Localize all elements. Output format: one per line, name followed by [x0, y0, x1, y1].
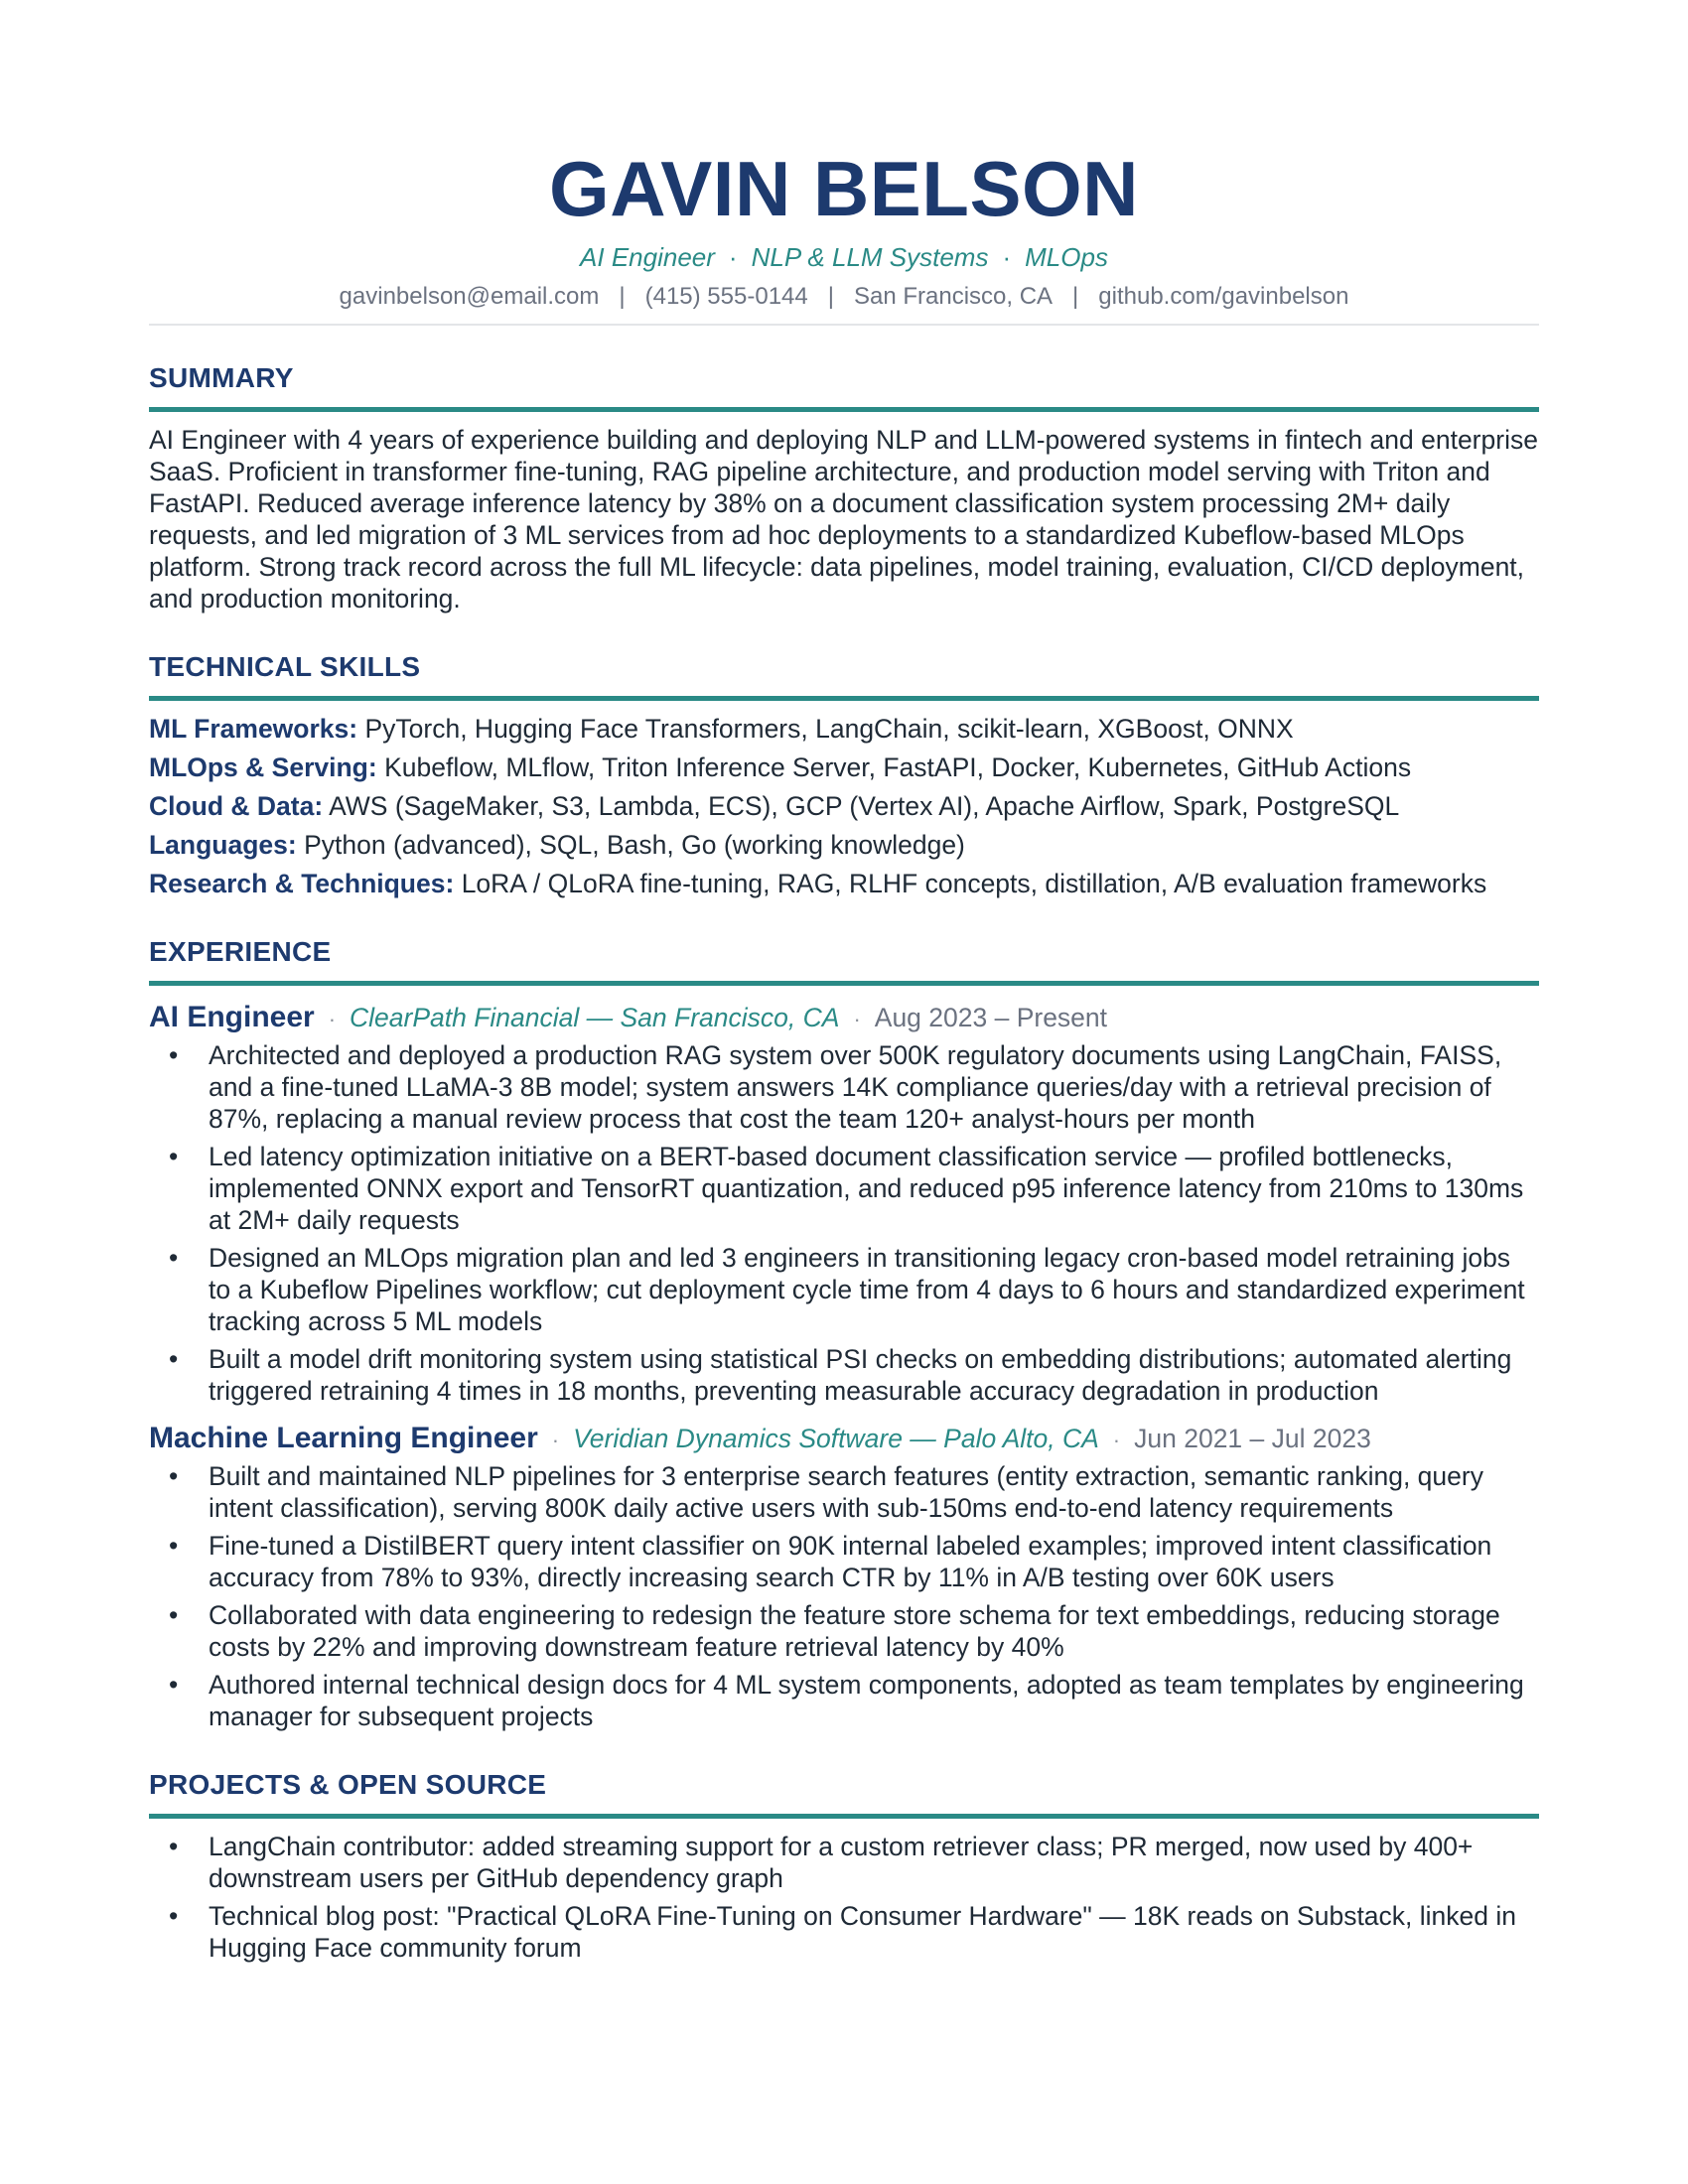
bullet-item	[149, 1900, 1539, 1964]
bullet-icon: •	[169, 1040, 179, 1070]
bullet-item	[149, 1599, 1539, 1663]
job-separator: ·	[328, 1007, 337, 1031]
tagline	[149, 242, 1539, 272]
bullet-icon: •	[169, 1531, 179, 1561]
contact-phone[interactable]: (415) 555-0144	[644, 283, 808, 310]
contact-separator: |	[827, 283, 834, 310]
bullet-text: Authored internal technical design docs for 4 ML system components, adopted as team templates by engineering manager for subsequent projects	[209, 1670, 1524, 1731]
skill-line	[149, 790, 1539, 822]
bullet-item	[149, 1831, 1539, 1894]
contact-github[interactable]: github.com/gavinbelson	[1098, 283, 1349, 310]
job-dates: Jun 2021 – Jul 2023	[1134, 1424, 1371, 1453]
skill-line	[149, 713, 1539, 745]
bullet-item	[149, 1039, 1539, 1135]
bullet-item	[149, 1141, 1539, 1236]
skill-value: Python (advanced), SQL, Bash, Go (working knowledge)	[304, 830, 965, 860]
tagline-specialty: NLP & LLM Systems	[751, 242, 989, 272]
job-separator: ·	[853, 1007, 861, 1031]
bullet-item	[149, 1669, 1539, 1732]
contact-line	[149, 282, 1539, 312]
job-separator: ·	[1112, 1428, 1121, 1452]
bullet-icon: •	[169, 1461, 179, 1491]
bullet-text: Architected and deployed a production RAG system over 500K regulatory documents using LangChain, FAISS, and a fine-tuned LLaMA-3 8B model; system answers 14K compliance queries/day with a retrieval precision of 87%, replacing a manual review process that cost the team 120+ analyst-hours per month	[209, 1040, 1502, 1134]
bullet-icon: •	[169, 1832, 179, 1861]
job-company: ClearPath Financial — San Francisco, CA	[350, 1003, 840, 1032]
header-divider	[149, 324, 1539, 326]
contact-separator: |	[1072, 283, 1079, 310]
skill-line	[149, 829, 1539, 861]
bullet-icon: •	[169, 1142, 179, 1171]
job-bullets	[149, 1039, 1539, 1407]
skill-value: Kubeflow, MLflow, Triton Inference Server, FastAPI, Docker, Kubernetes, GitHub Actions	[384, 752, 1412, 782]
bullet-text: Designed an MLOps migration plan and led 3 engineers in transitioning legacy cron-based model retraining jobs to a Kubeflow Pipelines workflow; cut deployment cycle time from 4 days to 6 hours and standardized experiment tracking across 5 ML models	[209, 1243, 1525, 1336]
bullet-text: Built and maintained NLP pipelines for 3 enterprise search features (entity extraction, semantic ranking, query intent classification), serving 800K daily active users with sub-150ms end-to-end latency requirements	[209, 1461, 1483, 1523]
bullet-item	[149, 1343, 1539, 1407]
skill-label: Languages:	[149, 830, 297, 860]
skill-line	[149, 751, 1539, 783]
bullet-text: Led latency optimization initiative on a BERT-based document classification service — profiled bottlenecks, implemented ONNX export and TensorRT quantization, and reduced p95 inference latency from 210ms to 130ms at 2M+ daily requests	[209, 1142, 1524, 1235]
bullet-item	[149, 1460, 1539, 1524]
tagline-separator: ·	[728, 242, 738, 272]
contact-location: San Francisco, CA	[853, 283, 1054, 310]
resume-header	[149, 0, 1539, 326]
bullet-text: Built a model drift monitoring system using statistical PSI checks on embedding distributions; automated alerting triggered retraining 4 times in 18 months, preventing measurable accuracy degradation in production	[209, 1344, 1512, 1406]
bullet-icon: •	[169, 1344, 179, 1374]
job-entry	[149, 1421, 1539, 1732]
job-title: AI Engineer	[149, 1001, 315, 1033]
bullet-icon: •	[169, 1600, 179, 1630]
section-title-projects: PROJECTS & OPEN SOURCE	[149, 1768, 1539, 1819]
bullet-text: Technical blog post: "Practical QLoRA Fine-Tuning on Consumer Hardware" — 18K reads on Substack, linked in Hugging Face community forum	[209, 1901, 1516, 1963]
tagline-role: AI Engineer	[580, 242, 715, 272]
skill-label: MLOps & Serving:	[149, 752, 377, 782]
skill-value: LoRA / QLoRA fine-tuning, RAG, RLHF concepts, distillation, A/B evaluation frameworks	[461, 869, 1487, 898]
skill-label: ML Frameworks:	[149, 714, 358, 744]
bullet-text: Collaborated with data engineering to redesign the feature store schema for text embeddings, reducing storage costs by 22% and improving downstream feature retrieval latency by 40%	[209, 1600, 1500, 1662]
job-entry	[149, 1000, 1539, 1407]
project-bullets	[149, 1831, 1539, 1964]
job-title: Machine Learning Engineer	[149, 1422, 538, 1454]
job-header	[149, 1000, 1539, 1037]
skill-label: Research & Techniques:	[149, 869, 455, 898]
bullet-item	[149, 1530, 1539, 1593]
summary-text: AI Engineer with 4 years of experience building and deploying NLP and LLM-powered systems in fintech and enterprise SaaS. Proficient in transformer fine-tuning, RAG pipeline architecture, and production model serving with Triton and FastAPI. Reduced average inference latency by 38% on a document classification system processing 2M+ daily requests, and led migration of 3 ML services from ad hoc deployments to a standardized Kubeflow-based MLOps platform. Strong track record across the full ML lifecycle: data pipelines, model training, evaluation, CI/CD deployment, and production monitoring.	[149, 425, 1538, 614]
bullet-icon: •	[169, 1243, 179, 1273]
bullet-item	[149, 1242, 1539, 1337]
job-separator: ·	[551, 1428, 560, 1452]
skill-line	[149, 868, 1539, 899]
projects-section	[149, 1768, 1539, 1964]
candidate-name: GAVIN BELSON	[549, 145, 1139, 232]
bullet-icon: •	[169, 1901, 179, 1931]
skills-section	[149, 650, 1539, 899]
skill-label: Cloud & Data:	[149, 791, 324, 821]
section-title-summary: SUMMARY	[149, 361, 1539, 412]
experience-section	[149, 935, 1539, 1732]
contact-separator: |	[619, 283, 626, 310]
job-bullets	[149, 1460, 1539, 1732]
job-dates: Aug 2023 – Present	[874, 1003, 1108, 1032]
tagline-separator: ·	[1002, 242, 1012, 272]
skill-value: PyTorch, Hugging Face Transformers, LangChain, scikit-learn, XGBoost, ONNX	[364, 714, 1294, 744]
bullet-text: Fine-tuned a DistilBERT query intent classifier on 90K internal labeled examples; improved intent classification accuracy from 78% to 93%, directly increasing search CTR by 11% in A/B testing over 60K users	[209, 1531, 1492, 1592]
section-title-experience: EXPERIENCE	[149, 935, 1539, 986]
section-title-skills: TECHNICAL SKILLS	[149, 650, 1539, 701]
summary-section	[149, 361, 1539, 614]
tagline-focus: MLOps	[1025, 242, 1108, 272]
contact-email[interactable]: gavinbelson@email.com	[339, 283, 600, 310]
skill-value: AWS (SageMaker, S3, Lambda, ECS), GCP (Vertex AI), Apache Airflow, Spark, PostgreSQL	[329, 791, 1400, 821]
bullet-text: LangChain contributor: added streaming support for a custom retriever class; PR merged, now used by 400+ downstream users per GitHub dependency graph	[209, 1832, 1474, 1893]
bullet-icon: •	[169, 1670, 179, 1700]
job-company: Veridian Dynamics Software — Palo Alto, CA	[573, 1424, 1099, 1453]
job-header	[149, 1421, 1539, 1458]
